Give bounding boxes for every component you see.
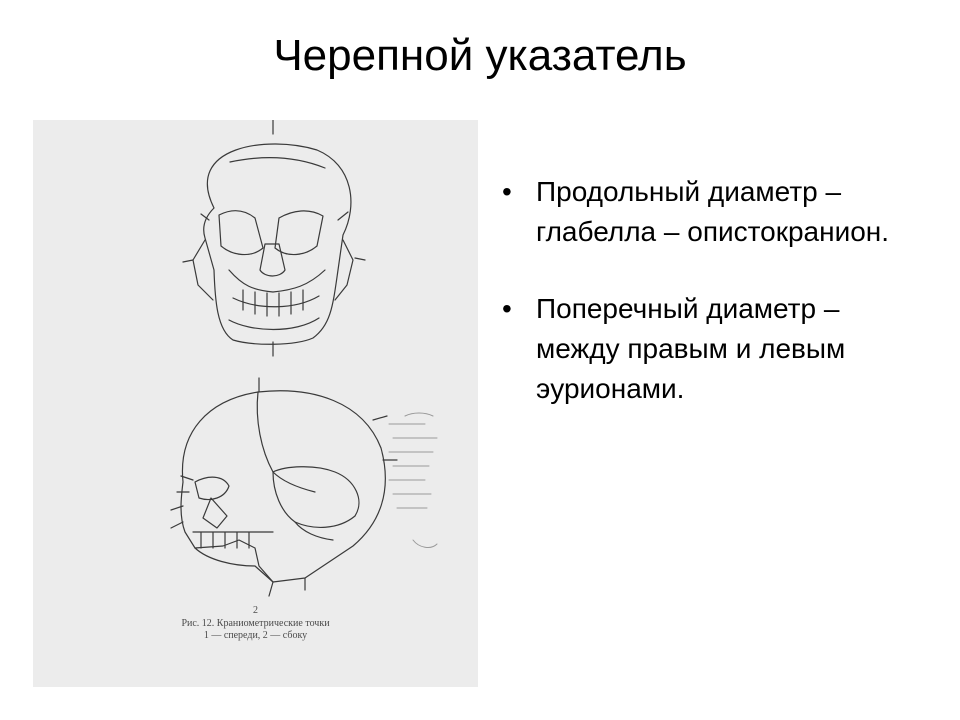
bullet-text: Поперечный диаметр – между правым и левым эурионами. [536, 293, 846, 404]
skull-drawings [33, 120, 478, 687]
skull-illustration [33, 120, 478, 687]
scan-bleed-marks [389, 413, 437, 547]
figure-caption-number: 2 [253, 605, 258, 616]
bullet-dot-icon: • [502, 293, 512, 324]
bullet-transverse-diameter [500, 289, 930, 409]
bullet-list [500, 172, 930, 409]
slide-title: Черепной указатель [273, 31, 687, 80]
figure-caption: Рис. 12. Краниометрические точки [181, 618, 330, 629]
figure-caption-sub: 1 — спереди, 2 — сбоку [203, 630, 308, 641]
bullet-text: Продольный диаметр – глабелла – опистокранион. [536, 176, 890, 247]
bullet-longitudinal-diameter [500, 172, 930, 252]
skull-side-view [171, 378, 397, 596]
bullet-dot-icon: • [502, 176, 512, 207]
skull-front-view [183, 120, 365, 356]
